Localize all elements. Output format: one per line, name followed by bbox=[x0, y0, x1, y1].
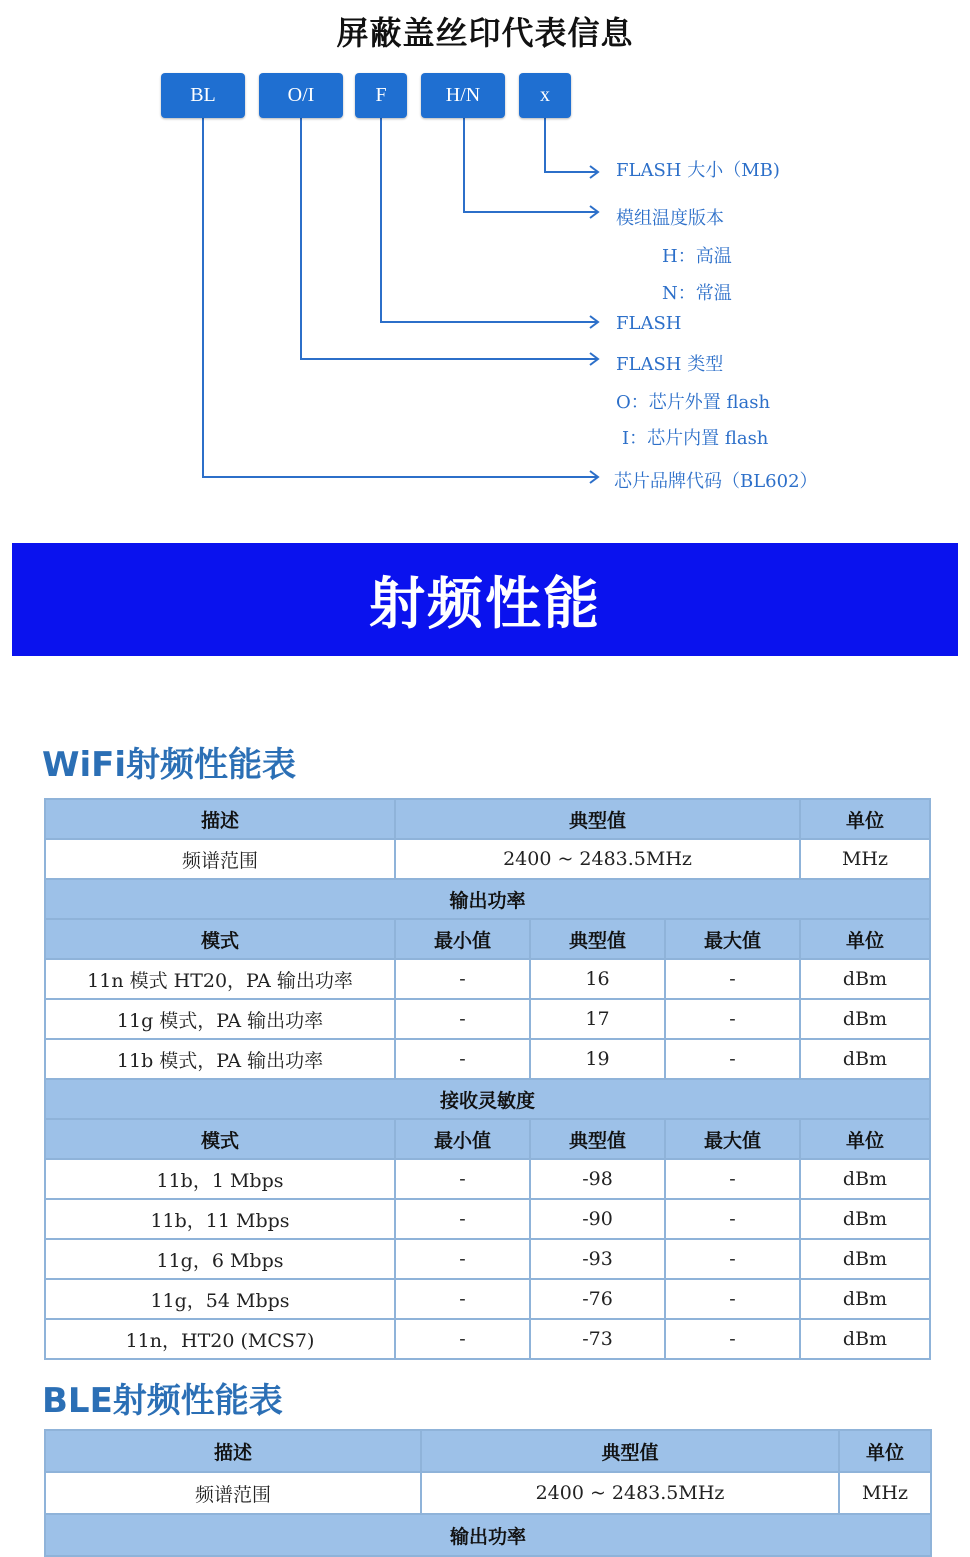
header-cell: 典型值 bbox=[530, 1119, 665, 1159]
table-cell: dBm bbox=[800, 1199, 930, 1239]
table-cell: - bbox=[665, 1319, 800, 1359]
label-temp-n: N：常温 bbox=[662, 283, 732, 304]
connector-hn bbox=[464, 118, 598, 212]
table-row bbox=[45, 1039, 930, 1079]
table-cell: - bbox=[665, 999, 800, 1039]
table-cell: 2400 ~ 2483.5MHz bbox=[421, 1472, 839, 1514]
table-cell: dBm bbox=[800, 1159, 930, 1199]
table-cell: - bbox=[665, 1039, 800, 1079]
section-row bbox=[45, 1514, 931, 1556]
label-flash-size: FLASH 大小（MB) bbox=[616, 160, 780, 181]
table-cell: 11n，HT20 (MCS7) bbox=[45, 1319, 395, 1359]
header-cell: 典型值 bbox=[530, 919, 665, 959]
header-cell: 单位 bbox=[839, 1430, 931, 1472]
table-row bbox=[45, 999, 930, 1039]
table-cell: - bbox=[665, 1199, 800, 1239]
ble-table-title: BLE射频性能表 bbox=[42, 1381, 283, 1421]
table-cell: dBm bbox=[800, 999, 930, 1039]
section-row bbox=[45, 879, 930, 919]
header-cell: 典型值 bbox=[421, 1430, 839, 1472]
label-flash: FLASH bbox=[616, 313, 682, 334]
table-cell: - bbox=[665, 959, 800, 999]
table-cell: 2400 ~ 2483.5MHz bbox=[395, 839, 800, 879]
connector-bl bbox=[203, 118, 598, 477]
table-row bbox=[45, 1199, 930, 1239]
table-row bbox=[45, 959, 930, 999]
table-cell: 17 bbox=[530, 999, 665, 1039]
table-cell: -73 bbox=[530, 1319, 665, 1359]
table-cell: - bbox=[395, 1039, 530, 1079]
label-flash-i: I：芯片内置 flash bbox=[622, 428, 769, 449]
wifi-table-title: WiFi射频性能表 bbox=[42, 745, 297, 785]
table-cell: dBm bbox=[800, 1039, 930, 1079]
rf-performance-banner bbox=[12, 543, 958, 656]
code-box-f: F bbox=[355, 73, 407, 118]
table-row bbox=[45, 839, 930, 879]
header-cell: 模式 bbox=[45, 919, 395, 959]
table-cell: dBm bbox=[800, 959, 930, 999]
table-cell: - bbox=[665, 1279, 800, 1319]
table-cell: 16 bbox=[530, 959, 665, 999]
table-cell: MHz bbox=[800, 839, 930, 879]
table-cell: - bbox=[395, 1279, 530, 1319]
connector-f bbox=[381, 118, 598, 322]
code-box-bl: BL bbox=[161, 73, 245, 118]
table-cell: dBm bbox=[800, 1319, 930, 1359]
table-cell: 11b，1 Mbps bbox=[45, 1159, 395, 1199]
table-cell: - bbox=[395, 959, 530, 999]
table-cell: -76 bbox=[530, 1279, 665, 1319]
table-cell: 11b，11 Mbps bbox=[45, 1199, 395, 1239]
table-row bbox=[45, 1279, 930, 1319]
banner-title: 射频性能 bbox=[369, 571, 601, 637]
table-cell: 11n 模式 HT20，PA 输出功率 bbox=[45, 959, 395, 999]
table-row bbox=[45, 1159, 930, 1199]
code-box-x: x bbox=[519, 73, 571, 118]
table-cell: 11b 模式，PA 输出功率 bbox=[45, 1039, 395, 1079]
table-cell: dBm bbox=[800, 1239, 930, 1279]
table-row bbox=[45, 1472, 931, 1514]
table-cell: 11g 模式，PA 输出功率 bbox=[45, 999, 395, 1039]
section-row bbox=[45, 1079, 930, 1119]
table-cell: - bbox=[395, 999, 530, 1039]
header-cell: 单位 bbox=[800, 919, 930, 959]
table-cell: -90 bbox=[530, 1199, 665, 1239]
table-header-row bbox=[45, 799, 930, 839]
table-cell: MHz bbox=[839, 1472, 931, 1514]
table-header-row bbox=[45, 919, 930, 959]
table-cell: - bbox=[395, 1159, 530, 1199]
table-cell: dBm bbox=[800, 1279, 930, 1319]
header-cell: 最大值 bbox=[665, 1119, 800, 1159]
table-row bbox=[45, 1239, 930, 1279]
header-cell: 最大值 bbox=[665, 919, 800, 959]
code-box-hn: H/N bbox=[421, 73, 505, 118]
wifi-rf-table bbox=[44, 798, 931, 1360]
table-row bbox=[45, 1319, 930, 1359]
header-cell: 模式 bbox=[45, 1119, 395, 1159]
header-cell: 描述 bbox=[45, 799, 395, 839]
header-cell: 单位 bbox=[800, 1119, 930, 1159]
section-header: 输出功率 bbox=[45, 1514, 931, 1556]
header-cell: 最小值 bbox=[395, 919, 530, 959]
label-temp-version: 模组温度版本 bbox=[616, 208, 724, 229]
header-cell: 单位 bbox=[800, 799, 930, 839]
label-flash-o: O：芯片外置 flash bbox=[616, 392, 771, 413]
table-cell: - bbox=[395, 1239, 530, 1279]
table-header-row bbox=[45, 1430, 931, 1472]
label-temp-h: H：高温 bbox=[662, 246, 732, 267]
label-flash-type: FLASH 类型 bbox=[616, 354, 724, 375]
table-cell: 11g，6 Mbps bbox=[45, 1239, 395, 1279]
connector-x bbox=[545, 118, 598, 172]
ble-rf-table bbox=[44, 1429, 932, 1557]
section-header: 接收灵敏度 bbox=[45, 1079, 930, 1119]
marking-title: 屏蔽盖丝印代表信息 bbox=[336, 14, 634, 52]
table-cell: - bbox=[395, 1319, 530, 1359]
table-cell: - bbox=[665, 1239, 800, 1279]
table-header-row bbox=[45, 1119, 930, 1159]
header-cell: 典型值 bbox=[395, 799, 800, 839]
table-cell: - bbox=[665, 1159, 800, 1199]
table-cell: 频谱范围 bbox=[45, 839, 395, 879]
table-cell: 11g，54 Mbps bbox=[45, 1279, 395, 1319]
table-cell: 频谱范围 bbox=[45, 1472, 421, 1514]
table-cell: 19 bbox=[530, 1039, 665, 1079]
label-chip-brand: 芯片品牌代码（BL602） bbox=[614, 471, 818, 492]
code-box-oi: O/I bbox=[259, 73, 343, 118]
header-cell: 描述 bbox=[45, 1430, 421, 1472]
header-cell: 最小值 bbox=[395, 1119, 530, 1159]
table-cell: - bbox=[395, 1199, 530, 1239]
section-header: 输出功率 bbox=[45, 879, 930, 919]
table-cell: -93 bbox=[530, 1239, 665, 1279]
table-cell: -98 bbox=[530, 1159, 665, 1199]
